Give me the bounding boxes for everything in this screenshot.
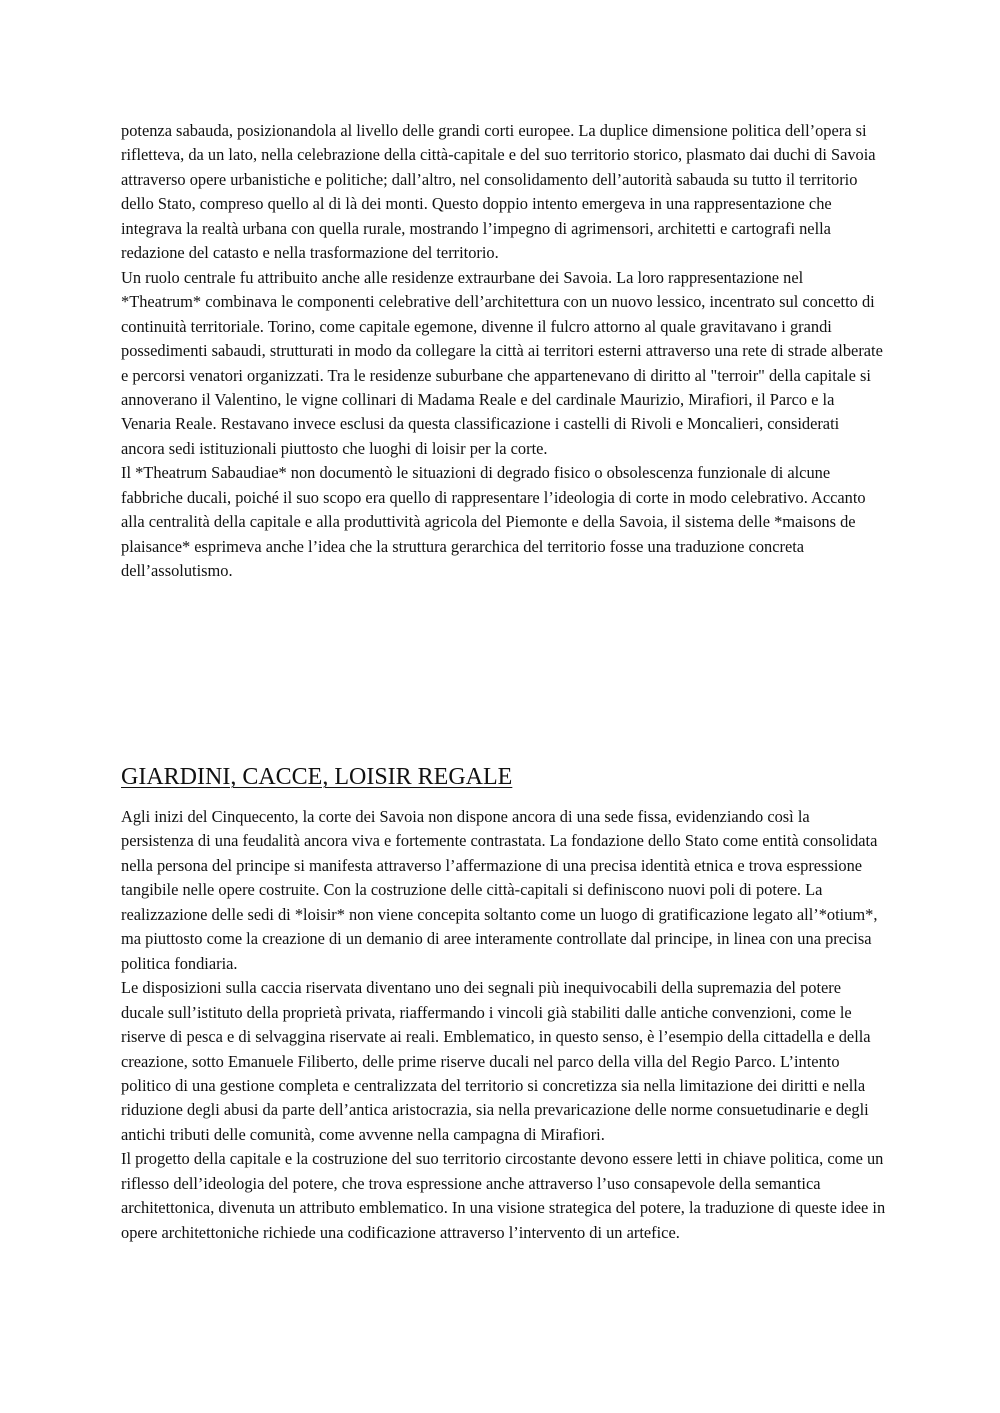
section-one-text xyxy=(121,119,886,584)
section-heading: GIARDINI, CACCE, LOISIR REGALE xyxy=(121,764,513,790)
section-two-text xyxy=(121,805,886,1245)
paragraph: Agli inizi del Cinquecento, la corte dei Savoia non dispone ancora di una sede fissa, evidenziando così la persistenza di una feudalità ancora viva e fortemente contrastata. La fondazione dello Stato come entità consolidata nella persona del principe si manifesta attraverso l’affermazione di una precisa identità etnica e trova espressione tangibile nelle opere costruite. Con la costruzione delle città-capitali si definiscono nuovi poli di potere. La realizzazione delle sedi di *loisir* non viene concepita soltanto come un luogo di gratificazione legato all’*otium*, ma piuttosto come la creazione di un demanio di aree interamente controllate dal principe, in linea con una precisa politica fondiaria. xyxy=(121,807,878,973)
paragraph: potenza sabauda, posizionandola al livello delle grandi corti europee. La duplice dimensione politica dell’opera si rifletteva, da un lato, nella celebrazione della città-capitale e del suo territorio storico, plasmato dai duchi di Savoia attraverso opere urbanistiche e politiche; dall’altro, nel consolidamento dell’autorità sabauda su tutto il territorio dello Stato, compreso quello al di là dei monti. Questo doppio intento emergeva in una rappresentazione che integrava la realtà urbana con quella rurale, mostrando l’impegno di agrimensori, architetti e cartografi nella redazione del catasto e nella trasformazione del territorio. xyxy=(121,121,876,263)
paragraph: Un ruolo centrale fu attribuito anche alle residenze extraurbane dei Savoia. La loro rappresentazione nel *Theatrum* combinava le componenti celebrative dell’architettura con un nuovo lessico, incentrato sul concetto di continuità territoriale. Torino, come capitale egemone, divenne il fulcro attorno al quale gravitavano i grandi possedimenti sabaudi, strutturati in modo da collegare la città ai territori esterni attraverso una rete di strade alberate e percorsi venatori organizzati. Tra le residenze suburbane che appartenevano di diritto al "terroir" della capitale si annoverano il Valentino, le vigne collinari di Madama Reale e del cardinale Maurizio, Mirafiori, il Parco e la Venaria Reale. Restavano invece esclusi da questa classificazione i castelli di Rivoli e Moncalieri, considerati ancora sedi istituzionali piuttosto che luoghi di loisir per la corte. xyxy=(121,267,883,458)
paragraph: Le disposizioni sulla caccia riservata diventano uno dei segnali più inequivocabili della supremazia del potere ducale sull’istituto della proprietà privata, riaffermando i vincoli già stabiliti dalle antiche convenzioni, come le riserve di pesca e di selvaggina riservate ai reali. Emblematico, in questo senso, è l’esempio della cittadella e della creazione, sotto Emanuele Filiberto, delle prime riserve ducali nel parco della villa del Regio Parco. L’intento politico di una gestione completa e centralizzata del territorio si concretizza sia nella limitazione dei diritti e nella riduzione degli abusi da parte dell’antica aristocrazia, sia nella prevaricazione delle norme consuetudinarie e degli antichi tributi delle comunità, come avvenne nella campagna di Mirafiori. xyxy=(121,978,871,1144)
paragraph: Il progetto della capitale e la costruzione del suo territorio circostante devono essere letti in chiave politica, come un riflesso dell’ideologia del potere, che trova espressione anche attraverso l’uso consapevole della semantica architettonica, divenuta un attributo emblematico. In una visione strategica del potere, la traduzione di queste idee in opere architettoniche richiede una codificazione attraverso l’intervento di un artefice. xyxy=(121,1149,886,1242)
paragraph: Il *Theatrum Sabaudiae* non documentò le situazioni di degrado fisico o obsolescenza funzionale di alcune fabbriche ducali, poiché il suo scopo era quello di rappresentare l’ideologia di corte in modo celebrativo. Accanto alla centralità della capitale e alla produttività agricola del Piemonte e della Savoia, il sistema delle *maisons de plaisance* esprimeva anche l’idea che la struttura gerarchica del territorio fosse una traduzione concreta dell’assolutismo. xyxy=(121,463,866,581)
